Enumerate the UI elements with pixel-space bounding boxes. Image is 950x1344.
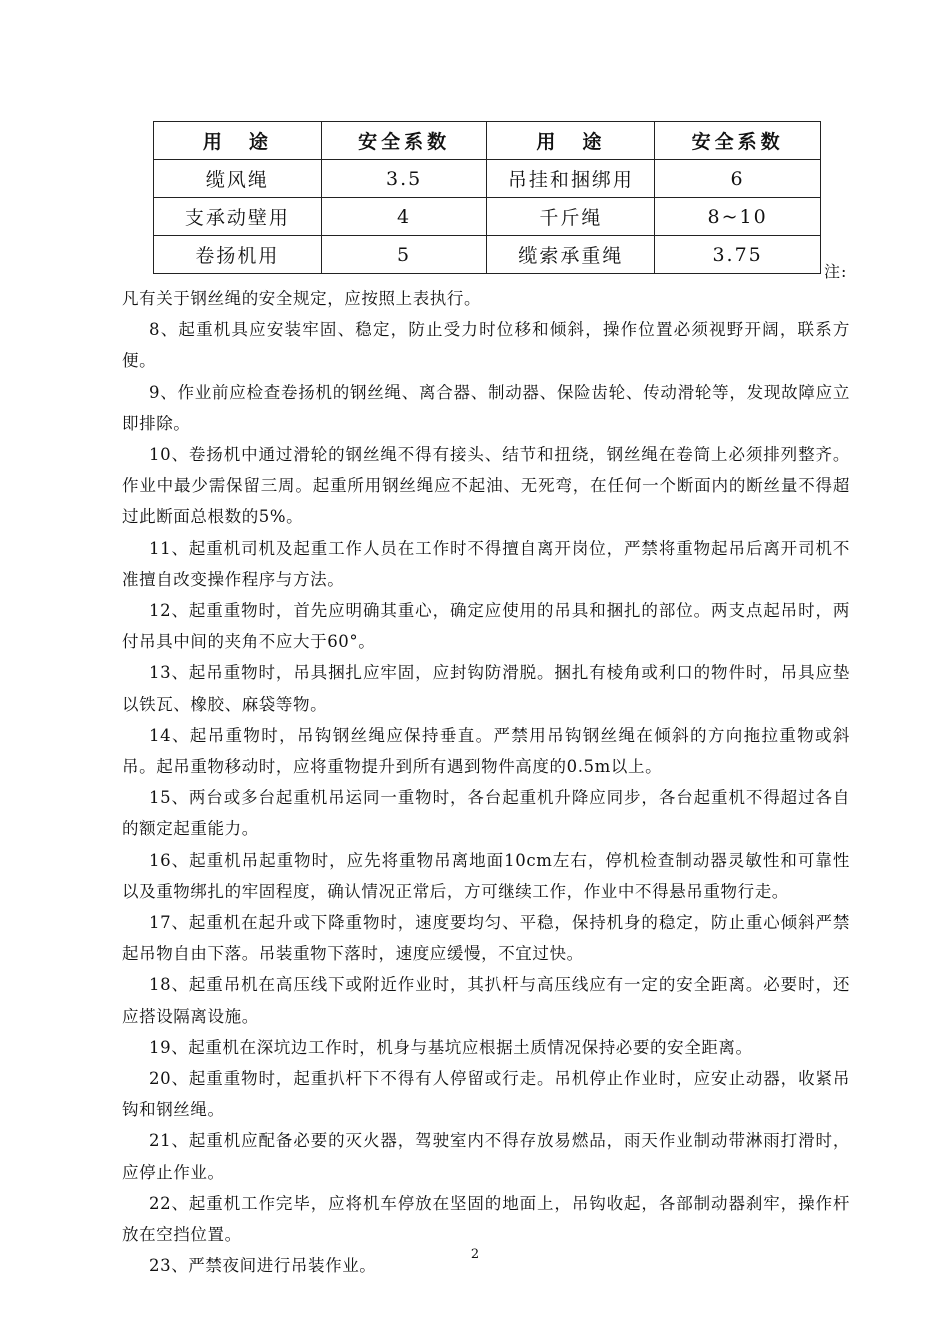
table-cell: 吊挂和捆绑用 xyxy=(487,160,655,198)
table-row xyxy=(154,160,821,198)
table-header-row xyxy=(154,122,821,160)
table-cell: 4 xyxy=(321,198,487,236)
paragraph: 20、起重重物时，起重扒杆下不得有人停留或行走。吊机停止作业时，应安止动器，收紧吊钩和钢丝绳。 xyxy=(122,1069,850,1120)
paragraph: 13、起吊重物时，吊具捆扎应牢固，应封钩防滑脱。捆扎有棱角或利口的物件时，吊具应垫以铁瓦、橡胶、麻袋等物。 xyxy=(122,663,850,714)
paragraph: 19、起重机在深坑边工作时，机身与基坑应根据土质情况保持必要的安全距离。 xyxy=(149,1037,753,1057)
paragraph: 10、卷扬机中通过滑轮的钢丝绳不得有接头、结节和扭绕，钢丝绳在卷筒上必须排列整齐。作业中最少需保留三周。起重所用钢丝绳应不起油、无死弯，在任何一个断面内的断丝量不得超过此断面总根数的5%。 xyxy=(122,445,850,527)
table-header-cell: 用 途 xyxy=(154,122,322,160)
table-cell: 3.5 xyxy=(321,160,487,198)
table-cell: 6 xyxy=(655,160,821,198)
paragraph: 凡有关于钢丝绳的安全规定，应按照上表执行。 xyxy=(122,289,482,308)
paragraph: 16、起重机吊起重物时，应先将重物吊离地面10cm左右，停机检查制动器灵敏性和可靠性以及重物绑扎的牢固程度，确认情况正常后，方可继续工作，作业中不得悬吊重物行走。 xyxy=(122,850,850,901)
paragraph: 18、起重吊机在高压线下或附近作业时，其扒杆与高压线应有一定的安全距离。必要时，还应搭设隔离设施。 xyxy=(122,975,850,1026)
paragraph: 15、两台或多台起重机吊运同一重物时，各台起重机升降应同步，各台起重机不得超过各自的额定起重能力。 xyxy=(122,788,850,839)
table-header-cell: 用 途 xyxy=(487,122,655,160)
table-cell: 支承动壁用 xyxy=(154,198,322,236)
table-cell: 缆索承重绳 xyxy=(487,236,655,274)
paragraph: 21、起重机应配备必要的灭火器，驾驶室内不得存放易燃品，雨天作业制动带淋雨打滑时，应停止作业。 xyxy=(122,1131,850,1182)
table-row xyxy=(154,236,821,274)
paragraph: 9、作业前应检查卷扬机的钢丝绳、离合器、制动器、保险齿轮、传动滑轮等，发现故障应立即排除。 xyxy=(122,382,850,433)
safety-factor-table xyxy=(153,121,821,274)
table-header-cell: 安全系数 xyxy=(321,122,487,160)
paragraph: 14、起吊重物时，吊钩钢丝绳应保持垂直。严禁用吊钩钢丝绳在倾斜的方向拖拉重物或斜吊。起吊重物移动时，应将重物提升到所有遇到物件高度的0.5m以上。 xyxy=(122,725,850,777)
note-label: 注: xyxy=(824,262,848,281)
table-header-cell: 安全系数 xyxy=(655,122,821,160)
table-cell: 3.75 xyxy=(655,236,821,274)
paragraph: 11、起重机司机及起重工作人员在工作时不得擅自离开岗位，严禁将重物起吊后离开司机不准擅自改变操作程序与方法。 xyxy=(122,538,850,589)
table-row xyxy=(154,198,821,236)
paragraph: 8、起重机具应安装牢固、稳定，防止受力时位移和倾斜，操作位置必须视野开阔，联系方便。 xyxy=(122,320,850,371)
table-cell: 卷扬机用 xyxy=(154,236,322,274)
body-text xyxy=(122,283,850,1282)
table-cell: 缆风绳 xyxy=(154,160,322,198)
paragraph: 22、起重机工作完毕，应将机车停放在坚固的地面上，吊钩收起，各部制动器刹牢，操作杆放在空挡位置。 xyxy=(122,1193,850,1245)
paragraph: 17、起重机在起升或下降重物时，速度要均匀、平稳，保持机身的稳定，防止重心倾斜严禁起吊物自由下落。吊装重物下落时，速度应缓慢，不宜过快。 xyxy=(122,913,850,964)
table-cell: 5 xyxy=(321,236,487,274)
paragraph: 23、严禁夜间进行吊装作业。 xyxy=(149,1256,377,1276)
paragraph: 12、起重重物时，首先应明确其重心，确定应使用的吊具和捆扎的部位。两支点起吊时，两付吊具中间的夹角不应大于60°。 xyxy=(122,601,850,652)
table-cell: 8~10 xyxy=(655,198,821,236)
table-cell: 千斤绳 xyxy=(487,198,655,236)
page-number: 2 xyxy=(470,1247,480,1262)
